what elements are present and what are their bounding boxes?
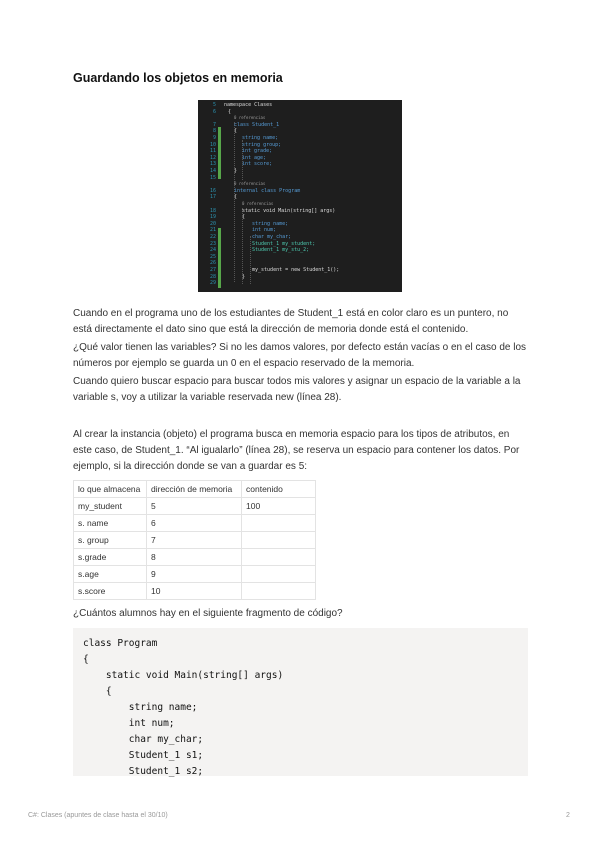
line-number: 16 (209, 187, 216, 194)
table-cell: s.grade (74, 549, 147, 566)
paragraph-default-values: ¿Qué valor tienen las variables? Si no les damos valores, por defecto están vacías o en el caso de los números por ejemplo se guarda un 0 en el espacio reservado de la memoria. (73, 342, 527, 369)
line-number: 28 (209, 273, 216, 280)
code-screenshot-line: int grade; (242, 148, 273, 155)
line-number: 21 (209, 227, 216, 234)
table-cell: s.age (74, 566, 147, 583)
code-screenshot-line: Student_1 my_student; (252, 240, 316, 247)
table-cell: 8 (147, 549, 242, 566)
table-cell (242, 515, 316, 532)
code-screenshot-line: string name; (252, 220, 289, 227)
code-screenshot-line: int score; (242, 161, 273, 168)
footer-title: C#: Clases (apuntes de clase hasta el 30/10) (28, 812, 168, 819)
table-cell: 6 (147, 515, 242, 532)
table-row (74, 515, 316, 532)
code-block (73, 628, 528, 776)
code-line: class Program (83, 638, 158, 649)
code-screenshot-line: 0 referencias (242, 201, 274, 206)
indent-guide (250, 236, 251, 284)
line-number: 14 (209, 168, 216, 174)
table-cell: s.score (74, 583, 147, 600)
code-screenshot-line: 0 referencias (234, 115, 266, 121)
line-number: 11 (209, 148, 216, 155)
code-screenshot-line: } (242, 273, 246, 280)
line-number: 24 (209, 247, 216, 254)
code-screenshot-line: { (234, 194, 238, 201)
code-screenshot-line: namespace Clases (224, 102, 273, 108)
page-title: Guardando los objetos en memoria (73, 71, 283, 85)
line-number: 8 (212, 128, 216, 135)
table-cell (242, 532, 316, 549)
code-screenshot-line: 0 referencias (234, 181, 266, 187)
line-number: 26 (209, 260, 216, 267)
table-cell: 10 (147, 583, 242, 600)
line-number: 23 (209, 240, 216, 247)
code-line: Student_1 s2; (83, 766, 204, 777)
code-screenshot-line: Student_1 my_stu_2; (252, 247, 310, 254)
line-number: 25 (209, 253, 216, 260)
line-number: 22 (209, 234, 216, 240)
line-number: 12 (209, 154, 216, 161)
line-number: 18 (209, 207, 216, 214)
code-screenshot-line: { (234, 128, 238, 135)
code-screenshot-line: string group; (242, 141, 282, 148)
code-line: Student_1 s1; (83, 750, 204, 761)
code-line: char my_char; (83, 734, 204, 745)
line-number: 15 (209, 174, 216, 181)
line-number: 9 (212, 135, 216, 141)
code-screenshot-line: static void Main(string[] args) (242, 207, 336, 214)
table-row (74, 532, 316, 549)
paragraph-instance: Al crear la instancia (objeto) el programa busca en memoria espacio para los tipos de atributos, en este caso, de Student_1. “Al igualarlo” (línea 28), se reserva un espacio para contener los datos. Por ejemplo, si la dirección donde se van a guardar es 5: (73, 429, 520, 472)
code-screenshot-line: int age; (242, 154, 267, 161)
table-header-cell: dirección de memoria (147, 481, 242, 498)
line-number: 5 (212, 102, 216, 108)
table-cell (242, 549, 316, 566)
code-screenshot-line: { (228, 108, 232, 115)
code-screenshot (198, 100, 402, 292)
code-screenshot-line: char my_char; (252, 234, 292, 240)
table-cell: 5 (147, 498, 242, 515)
line-number: 17 (209, 194, 216, 201)
table-header-row (74, 481, 316, 498)
paragraph-new-keyword: Cuando quiero buscar espacio para buscar todos mis valores y asignar un espacio de la variable a la variable s, voy a utilizar la variable reservada new (línea 28). (73, 376, 521, 403)
table-header-cell: contenido (242, 481, 316, 498)
change-bar (218, 127, 221, 179)
table-row (74, 566, 316, 583)
table-cell: 9 (147, 566, 242, 583)
table-cell (242, 583, 316, 600)
code-screenshot-line: { (242, 214, 246, 221)
line-number: 19 (209, 214, 216, 221)
table-header-cell: lo que almacena (74, 481, 147, 498)
table-cell: s. group (74, 532, 147, 549)
table-cell: s. name (74, 515, 147, 532)
table-row (74, 583, 316, 600)
table-row (74, 549, 316, 566)
code-line: { (83, 654, 89, 665)
paragraph-question: ¿Cuántos alumnos hay en el siguiente fragmento de código? (73, 608, 343, 619)
table-cell: my_student (74, 498, 147, 515)
code-line: int num; (83, 718, 175, 729)
table-cell (242, 566, 316, 583)
table-cell: 7 (147, 532, 242, 549)
code-screenshot-line: } (234, 168, 238, 174)
code-screenshot-line: class Student_1 (234, 121, 280, 128)
line-number: 6 (212, 108, 216, 115)
line-number: 10 (209, 141, 216, 148)
table-cell: 100 (242, 498, 316, 515)
page-number: 2 (566, 812, 570, 819)
code-line: static void Main(string[] args) (83, 670, 284, 681)
indent-guide (234, 122, 238, 282)
line-number: 13 (209, 161, 216, 168)
code-screenshot-line: internal class Program (234, 187, 301, 194)
code-screenshot-line: string name; (242, 135, 279, 141)
line-number: 7 (212, 121, 216, 128)
code-screenshot-line: my_student = new Student_1(); (252, 267, 340, 273)
code-line: { (83, 686, 112, 697)
code-line: string name; (83, 702, 198, 713)
table-row (74, 498, 316, 515)
code-screenshot-line: int num; (252, 227, 277, 234)
memory-table (73, 480, 316, 600)
line-number: 20 (209, 220, 216, 227)
line-number: 29 (209, 280, 216, 287)
line-number: 27 (209, 267, 216, 273)
paragraph-pointer: Cuando en el programa uno de los estudiantes de Student_1 está en color claro es un puntero, no está directamente el dato sino que está la dirección de memoria donde está el contenido. (73, 308, 509, 335)
change-bar (218, 228, 221, 288)
